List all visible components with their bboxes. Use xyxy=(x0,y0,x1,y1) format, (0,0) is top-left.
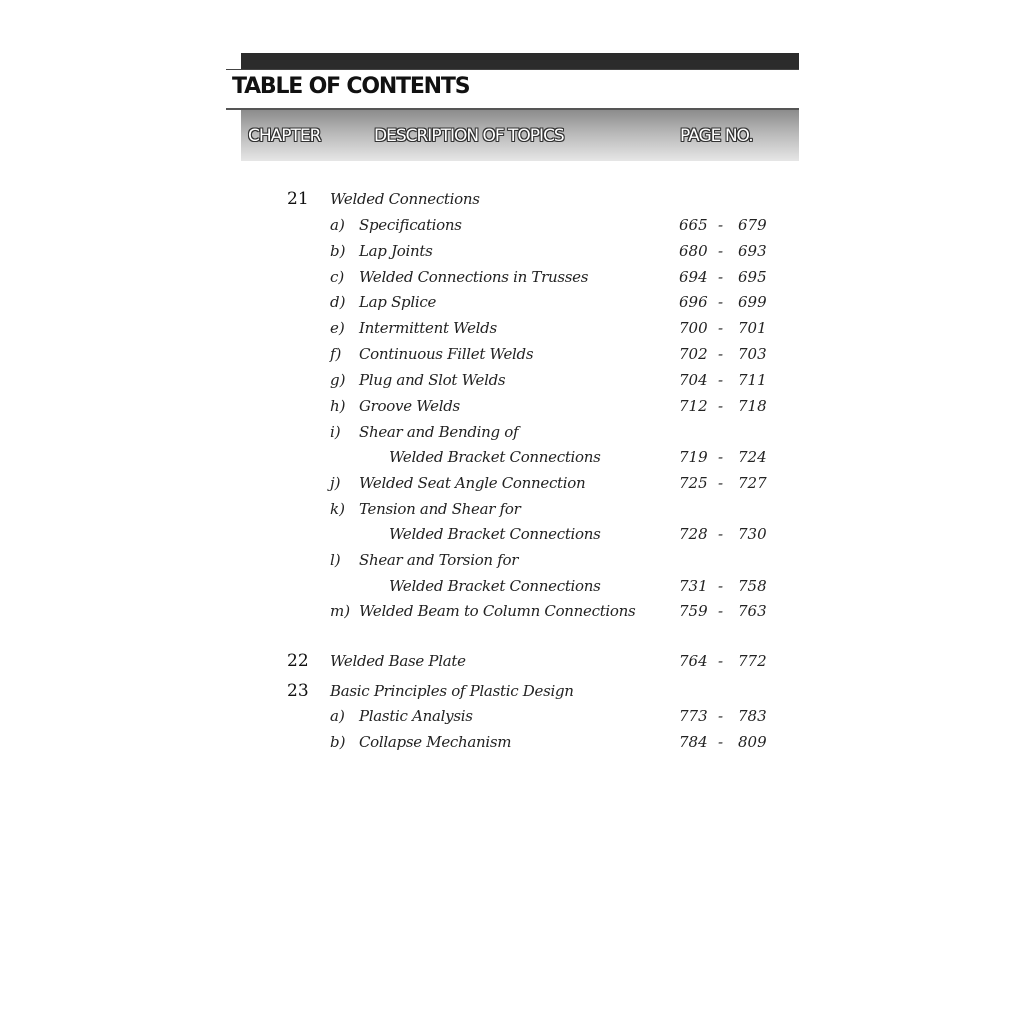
chapter-number: 22 xyxy=(287,651,309,671)
page-end: 783 xyxy=(738,707,767,725)
page-dash: - xyxy=(718,319,724,337)
topic-row xyxy=(0,292,1024,318)
page-dash: - xyxy=(718,602,724,620)
page-start: 725 xyxy=(679,474,708,492)
topic-row xyxy=(0,550,1024,576)
page-end: 703 xyxy=(738,345,767,363)
topic-letter: a) xyxy=(330,707,345,725)
page-start: 694 xyxy=(679,268,708,286)
page-start: 680 xyxy=(679,242,708,260)
page-end: 718 xyxy=(738,397,767,415)
topic-title: Shear and Torsion for xyxy=(359,551,519,569)
page-end: 699 xyxy=(738,293,767,311)
page-dash: - xyxy=(718,345,724,363)
topic-title: Welded Bracket Connections xyxy=(389,525,601,543)
page-dash: - xyxy=(718,448,724,466)
topic-row xyxy=(0,473,1024,499)
page-start: 719 xyxy=(679,448,708,466)
chapter-row xyxy=(0,189,1024,215)
topic-title: Shear and Bending of xyxy=(359,423,519,441)
header-chapter: CHAPTER xyxy=(248,126,321,146)
topic-title: Groove Welds xyxy=(359,397,460,415)
topic-title: Lap Joints xyxy=(359,242,433,260)
topic-letter: e) xyxy=(330,319,345,337)
topic-letter: d) xyxy=(330,293,346,311)
topic-title: Intermittent Welds xyxy=(359,319,497,337)
page-start: 712 xyxy=(679,397,708,415)
chapter-row xyxy=(0,651,1024,677)
topic-row xyxy=(0,732,1024,758)
top-dark-bar xyxy=(241,53,799,69)
topic-row xyxy=(0,344,1024,370)
chapter-number: 21 xyxy=(287,189,309,209)
topic-letter: i) xyxy=(330,423,341,441)
page-end: 693 xyxy=(738,242,767,260)
topic-row xyxy=(0,370,1024,396)
page-end: 695 xyxy=(738,268,767,286)
page-start: 759 xyxy=(679,602,708,620)
topic-title: Welded Connections in Trusses xyxy=(359,268,589,286)
topic-row xyxy=(0,422,1024,448)
page-start: 728 xyxy=(679,525,708,543)
topic-title: Welded Bracket Connections xyxy=(389,448,601,466)
page-start: 784 xyxy=(679,733,708,751)
topic-title: Welded Beam to Column Connections xyxy=(359,602,636,620)
topic-letter: l) xyxy=(330,551,341,569)
page-dash: - xyxy=(718,707,724,725)
page-start: 665 xyxy=(679,216,708,234)
page-start: 764 xyxy=(679,652,708,670)
page-start: 696 xyxy=(679,293,708,311)
topic-letter: k) xyxy=(330,500,345,518)
top-rule xyxy=(226,69,799,70)
topic-letter: h) xyxy=(330,397,346,415)
topic-row xyxy=(0,706,1024,732)
page-dash: - xyxy=(718,242,724,260)
topic-title: Plug and Slot Welds xyxy=(359,371,506,389)
page-start: 773 xyxy=(679,707,708,725)
topic-title: Welded Bracket Connections xyxy=(389,577,601,595)
topic-row xyxy=(0,576,1024,602)
page-end: 758 xyxy=(738,577,767,595)
page-title: TABLE OF CONTENTS xyxy=(232,74,470,99)
page-end: 711 xyxy=(738,371,767,389)
topic-row xyxy=(0,318,1024,344)
topic-letter: g) xyxy=(330,371,346,389)
topic-title: Specifications xyxy=(359,216,462,234)
topic-row xyxy=(0,267,1024,293)
page-end: 679 xyxy=(738,216,767,234)
page-end: 724 xyxy=(738,448,767,466)
topic-letter: c) xyxy=(330,268,345,286)
page-dash: - xyxy=(718,293,724,311)
chapter-number: 23 xyxy=(287,681,309,701)
topic-title: Tension and Shear for xyxy=(359,500,521,518)
page-dash: - xyxy=(718,577,724,595)
page-dash: - xyxy=(718,397,724,415)
page-end: 772 xyxy=(738,652,767,670)
page-start: 702 xyxy=(679,345,708,363)
topic-row xyxy=(0,241,1024,267)
page-start: 731 xyxy=(679,577,708,595)
page-dash: - xyxy=(718,268,724,286)
topic-row xyxy=(0,447,1024,473)
chapter-row xyxy=(0,681,1024,707)
header-description: DESCRIPTION OF TOPICS xyxy=(374,126,564,146)
topic-title: Lap Splice xyxy=(359,293,437,311)
topic-title: Welded Seat Angle Connection xyxy=(359,474,586,492)
page-dash: - xyxy=(718,474,724,492)
page-end: 727 xyxy=(738,474,767,492)
page-end: 701 xyxy=(738,319,767,337)
topic-row xyxy=(0,524,1024,550)
page-dash: - xyxy=(718,733,724,751)
page-end: 809 xyxy=(738,733,767,751)
topic-title: Plastic Analysis xyxy=(359,707,473,725)
chapter-title: Welded Base Plate xyxy=(330,652,466,670)
topic-letter: m) xyxy=(330,602,351,620)
topic-letter: j) xyxy=(330,474,341,492)
topic-letter: b) xyxy=(330,242,346,260)
topic-title: Collapse Mechanism xyxy=(359,733,512,751)
topic-letter: a) xyxy=(330,216,345,234)
topic-row xyxy=(0,499,1024,525)
page-dash: - xyxy=(718,525,724,543)
topic-letter: b) xyxy=(330,733,346,751)
topic-title: Continuous Fillet Welds xyxy=(359,345,534,363)
page-start: 700 xyxy=(679,319,708,337)
page-end: 730 xyxy=(738,525,767,543)
topic-row xyxy=(0,396,1024,422)
topic-letter: f) xyxy=(330,345,342,363)
page-dash: - xyxy=(718,216,724,234)
page-dash: - xyxy=(718,652,724,670)
page-end: 763 xyxy=(738,602,767,620)
chapter-title: Basic Principles of Plastic Design xyxy=(330,682,574,700)
topic-row xyxy=(0,215,1024,241)
chapter-title: Welded Connections xyxy=(330,190,480,208)
topic-row xyxy=(0,601,1024,627)
header-page-no: PAGE NO. xyxy=(680,126,753,146)
page-start: 704 xyxy=(679,371,708,389)
page-dash: - xyxy=(718,371,724,389)
